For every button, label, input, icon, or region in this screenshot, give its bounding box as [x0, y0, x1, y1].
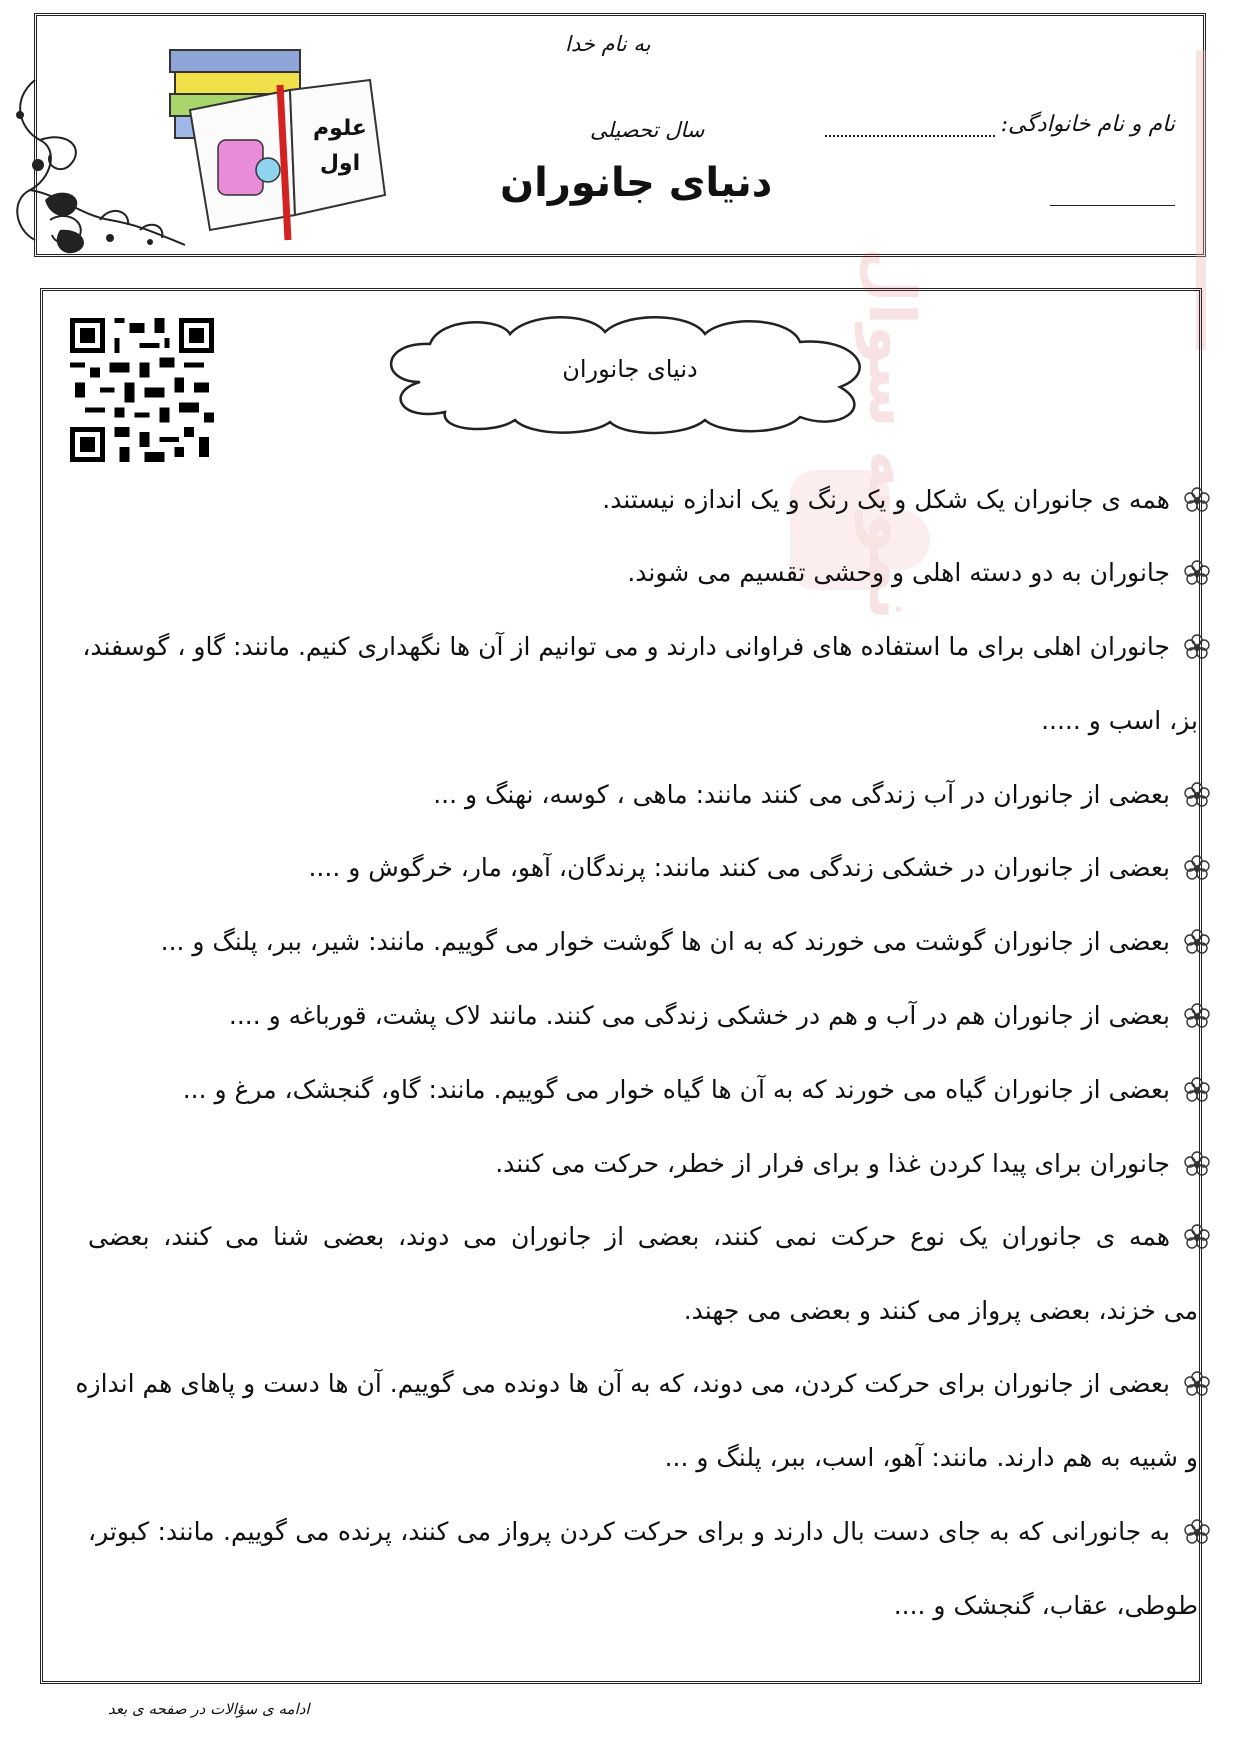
item-text: بعضی از جانوران در آب زندگی می کنند مانند: ماهی ، کوسه، نهنگ و ...: [433, 780, 1170, 809]
list-item: [88, 1217, 1170, 1257]
cloud-title: دنیای جانوران: [562, 355, 698, 383]
qr-code-icon: [70, 318, 214, 462]
books-icon: [170, 40, 410, 240]
watermark-text: نمونه سوال: [854, 247, 928, 620]
flower-bullet-icon: [1184, 561, 1210, 587]
item-text: می خزند، بعضی پرواز می کنند و بعضی می جهند.: [683, 1296, 1198, 1325]
flower-bullet-icon: [1184, 930, 1210, 956]
name-field[interactable]: [845, 112, 1175, 137]
list-item: [10, 848, 1170, 888]
flower-bullet-icon: [1184, 488, 1210, 514]
flower-bullet-icon: [1184, 1372, 1210, 1398]
item-text: و شبیه به هم دارند. مانند: آهو، اسب، ببر، پلنگ و ...: [664, 1443, 1198, 1472]
item-text: همه ی جانوران یک شکل و یک رنگ و یک اندازه نیستند.: [602, 485, 1170, 514]
item-text: بز، اسب و .....: [1041, 706, 1198, 735]
basmala: به نام خدا: [565, 32, 651, 56]
list-item: [10, 775, 1170, 815]
footer-note: ادامه ی سؤالات در صفحه ی بعد: [108, 1700, 310, 1718]
list-item-continuation: [48, 1291, 1198, 1331]
list-item: [10, 553, 1170, 593]
list-item: [10, 922, 1170, 962]
list-item: [10, 1144, 1170, 1184]
list-item: [10, 996, 1170, 1036]
list-item: [10, 480, 1170, 520]
list-item-continuation: [48, 1438, 1198, 1478]
name-dots: [825, 115, 995, 137]
item-text: طوطی، عقاب، گنجشک و ....: [893, 1591, 1198, 1620]
flower-bullet-icon: [1184, 1152, 1210, 1178]
book-label-line1: علوم: [313, 116, 367, 141]
name-label: نام و نام خانوادگی:: [1000, 112, 1175, 137]
list-item: [88, 1512, 1170, 1552]
list-item: [82, 627, 1170, 667]
book-label-line2: اول: [319, 151, 361, 176]
item-text: بعضی از جانوران برای حرکت کردن، می دوند، که به آن ها دونده می گوییم. آن ها دست و پاهای هم اندازه: [75, 1369, 1170, 1398]
item-text: بعضی از جانوران هم در آب و هم در خشکی زندگی می کنند. مانند لاک پشت، قورباغه و ....: [228, 1001, 1170, 1030]
list-item: [75, 1364, 1170, 1404]
item-text: به جانورانی که به جای دست بال دارند و برای حرکت کردن پرواز می کنند، پرنده می گوییم. مانند: کبوتر،: [88, 1517, 1170, 1546]
item-text: جانوران برای پیدا کردن غذا و برای فرار از خطر، حرکت می کنند.: [495, 1149, 1170, 1178]
item-text: جانوران به دو دسته اهلی و وحشی تقسیم می شوند.: [627, 558, 1170, 587]
item-text: بعضی از جانوران در خشکی زندگی می کنند مانند: پرندگان، آهو، مار، خرگوش و ....: [308, 853, 1170, 882]
flower-bullet-icon: [1184, 1004, 1210, 1030]
flower-bullet-icon: [1184, 1078, 1210, 1104]
page-title: دنیای جانوران: [500, 160, 773, 206]
list-item-continuation: [48, 1586, 1198, 1626]
flower-bullet-icon: [1184, 783, 1210, 809]
list-item-continuation: [48, 701, 1198, 741]
grade-label: سال تحصیلی: [590, 118, 705, 142]
item-text: همه ی جانوران یک نوع حرکت نمی کنند، بعضی از جانوران می دوند، بعضی شنا می کنند، بعضی: [88, 1222, 1170, 1251]
list-item: [10, 1070, 1170, 1110]
flower-bullet-icon: [1184, 1225, 1210, 1251]
flower-bullet-icon: [1184, 1520, 1210, 1546]
blank-line: [1050, 205, 1175, 206]
item-text: بعضی از جانوران گوشت می خورند که به ان ها گوشت خوار می گوییم. مانند: شیر، ببر، پلنگ و ...: [160, 927, 1170, 956]
item-text: جانوران اهلی برای ما استفاده های فراوانی دارند و می توانیم از آن ها نگهداری کنیم. مانند: گاو ، گوسفند،: [82, 632, 1170, 661]
flower-bullet-icon: [1184, 635, 1210, 661]
item-text: بعضی از جانوران گیاه می خورند که به آن ها گیاه خوار می گوییم. مانند: گاو، گنجشک، مرغ و ...: [182, 1075, 1170, 1104]
flower-bullet-icon: [1184, 856, 1210, 882]
